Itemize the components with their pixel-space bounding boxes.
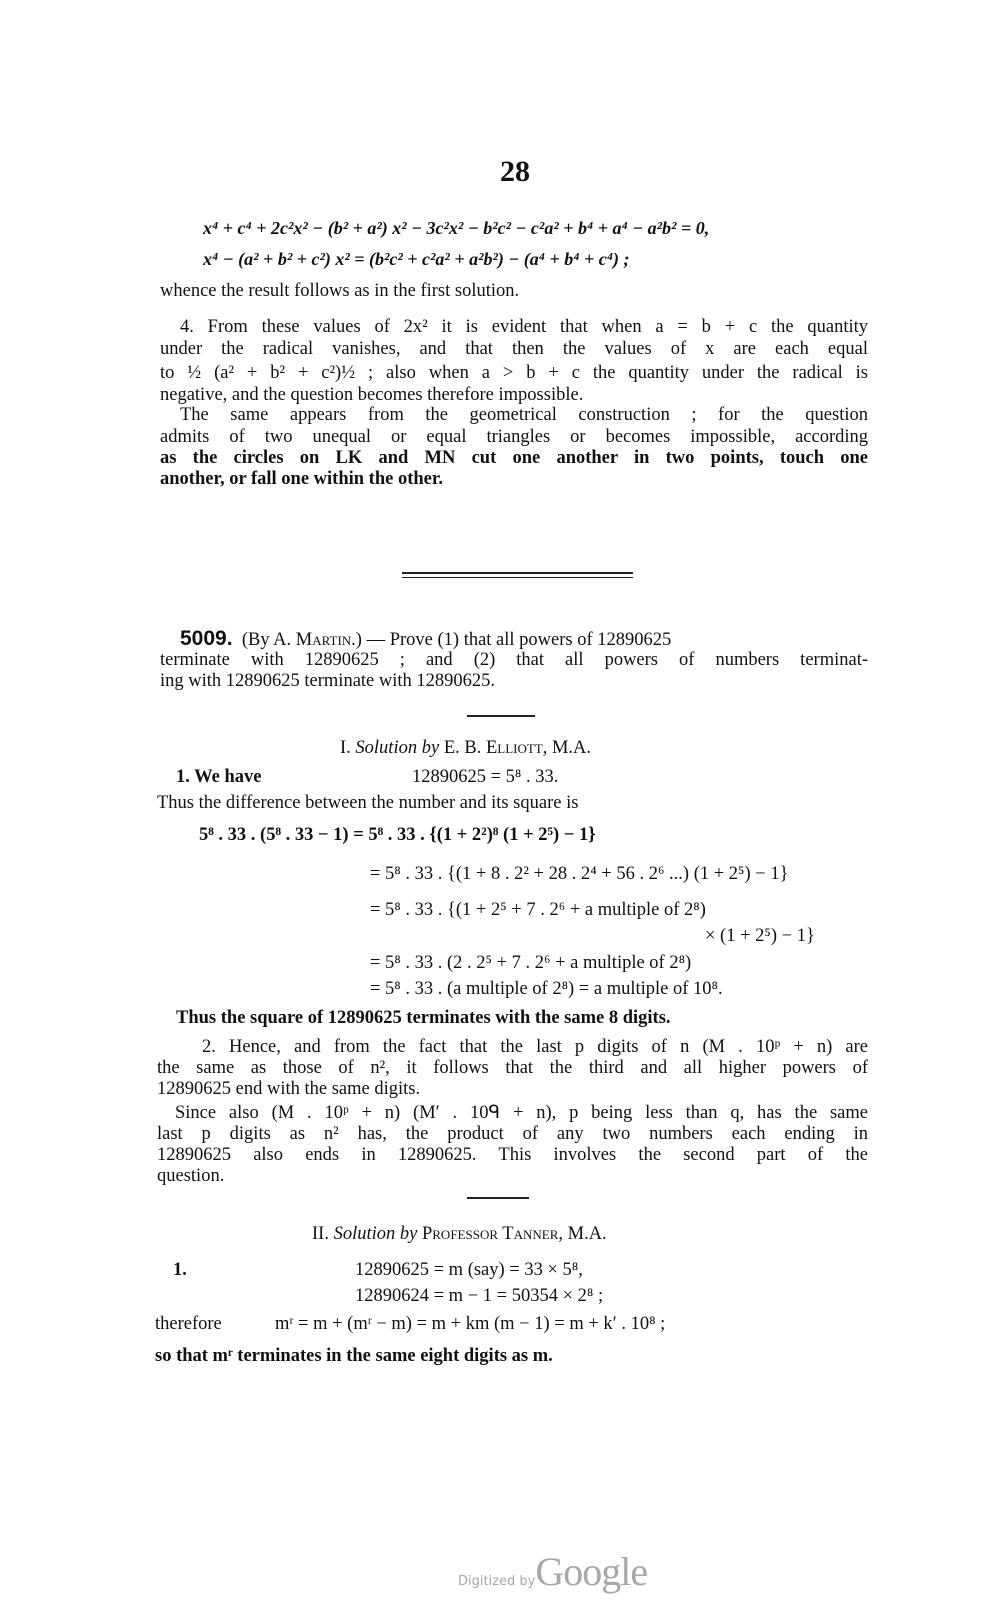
solution-1-numeral: I. xyxy=(340,738,351,758)
derivation-line-6: = 5⁸ . 33 . (a multiple of 2⁸) = a multiple of 10⁸. xyxy=(370,979,723,999)
difference-intro: Thus the difference between the number and its square is xyxy=(157,793,579,813)
question-text-2: terminate with 12890625 ; and (2) that all powers of numbers terminat- xyxy=(160,650,868,670)
question-header xyxy=(180,628,671,651)
derivation-line-2: = 5⁸ . 33 . {(1 + 8 . 2² + 28 . 2⁴ + 56 . 2⁶ ...) (1 + 2⁵) − 1} xyxy=(370,864,789,884)
short-divider-1 xyxy=(467,715,535,717)
solution-2-author: Professor Tanner, M.A. xyxy=(421,1224,607,1244)
solution-2-step-label: 1. xyxy=(173,1260,187,1280)
question-text-1: .) — Prove (1) that all powers of 12890625 xyxy=(351,630,672,650)
watermark-prefix: Digitized by xyxy=(458,1574,536,1589)
para-4-line-4: negative, and the question becomes therefore impossible. xyxy=(160,385,584,405)
question-author: Martin xyxy=(295,630,352,650)
geometry-line-3: as the circles on LK and MN cut one another in two points, touch one xyxy=(160,448,868,468)
since-line-4: question. xyxy=(157,1166,225,1186)
para-4-line-1: 4. From these values of 2x² it is evident that when a = b + c the quantity xyxy=(180,317,868,337)
google-logo: Google xyxy=(535,1549,648,1594)
equation-2: x⁴ − (a² + b² + c²) x² = (b²c² + c²a² + a²b²) − (a⁴ + b⁴ + c⁴) ; xyxy=(203,249,630,269)
whence-text: whence the result follows as in the first solution. xyxy=(160,281,520,301)
para-2-line-1: 2. Hence, and from the fact that the last p digits of n (M . 10ᵖ + n) are xyxy=(202,1037,868,1057)
page-number: 28 xyxy=(500,155,530,188)
step-1-label: 1. We have xyxy=(176,767,262,787)
question-author-prefix: (By A. xyxy=(241,630,296,650)
short-divider-2 xyxy=(467,1197,529,1199)
solution-2-numeral: II. xyxy=(312,1224,329,1244)
solution-2-eq-b: 12890624 = m − 1 = 50354 × 2⁸ ; xyxy=(355,1286,604,1306)
therefore-label: therefore xyxy=(155,1314,222,1334)
section-divider-bottom xyxy=(402,577,633,578)
solution-2-conclusion: so that mʳ terminates in the same eight digits as m. xyxy=(155,1346,553,1366)
geometry-line-2: admits of two unequal or equal triangles or becomes impossible, according xyxy=(160,427,868,447)
para-4-line-2: under the radical vanishes, and that then the values of x are each equal xyxy=(160,339,868,359)
step-1-equation: 12890625 = 5⁸ . 33. xyxy=(412,767,559,787)
para-2-line-2: the same as those of n², it follows that the third and all higher powers of xyxy=(157,1058,868,1078)
since-line-2: last p digits as n² has, the product of any two numbers each ending in xyxy=(157,1124,868,1144)
para-2-line-3: 12890625 end with the same digits. xyxy=(157,1079,421,1099)
derivation-line-4: × (1 + 2⁵) − 1} xyxy=(705,926,815,946)
solution-2-eq-c: mʳ = m + (mʳ − m) = m + km (m − 1) = m + k′ . 10⁸ ; xyxy=(275,1314,666,1334)
solution-2-eq-a: 12890625 = m (say) = 33 × 5⁸, xyxy=(355,1260,583,1280)
geometry-line-4: another, or fall one within the other. xyxy=(160,469,443,489)
solution-1-label: Solution by xyxy=(355,738,440,758)
section-divider-top xyxy=(402,572,633,574)
digitized-watermark xyxy=(458,1548,647,1595)
para-4-line-3: to ½ (a² + b² + c²)½ ; also when a > b + c the quantity under the radical is xyxy=(160,363,868,383)
since-line-1: Since also (M . 10ᵖ + n) (M′ . 10ᑫ + n), p being less than q, has the same xyxy=(175,1103,868,1123)
question-text-3: ing with 12890625 terminate with 12890625. xyxy=(160,671,496,691)
since-line-3: 12890625 also ends in 12890625. This involves the second part of the xyxy=(157,1145,868,1165)
question-number: 5009. xyxy=(180,627,233,650)
equation-1: x⁴ + c⁴ + 2c²x² − (b² + a²) x² − 3c²x² − b²c² − c²a² + b⁴ + a⁴ − a²b² = 0, xyxy=(203,218,710,238)
solution-1-author: E. B. Elliott, M.A. xyxy=(443,738,592,758)
square-conclusion: Thus the square of 12890625 terminates with the same 8 digits. xyxy=(176,1008,671,1028)
solution-1-heading xyxy=(340,738,591,759)
geometry-line-1: The same appears from the geometrical construction ; for the question xyxy=(180,405,868,425)
solution-2-label: Solution by xyxy=(333,1224,418,1244)
derivation-line-5: = 5⁸ . 33 . (2 . 2⁵ + 7 . 2⁶ + a multiple of 2⁸) xyxy=(370,953,692,973)
derivation-line-1: 5⁸ . 33 . (5⁸ . 33 − 1) = 5⁸ . 33 . {(1 + 2²)⁸ (1 + 2⁵) − 1} xyxy=(199,825,596,845)
solution-2-heading xyxy=(312,1224,607,1245)
derivation-line-3: = 5⁸ . 33 . {(1 + 2⁵ + 7 . 2⁶ + a multiple of 2⁸) xyxy=(370,900,706,920)
